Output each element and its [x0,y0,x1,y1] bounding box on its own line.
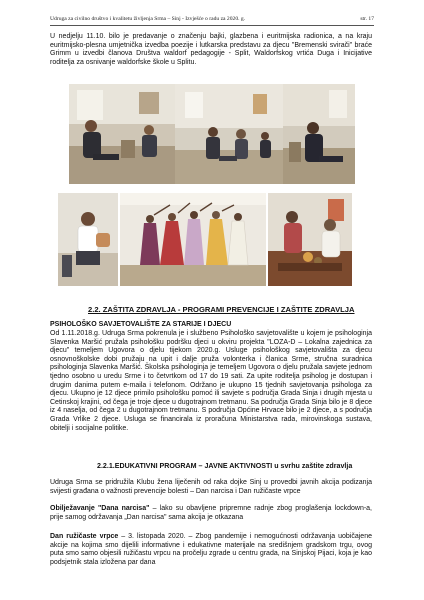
workshop-photo-1 [69,84,175,184]
educational-paragraph-3 [50,533,372,567]
section-title: 2.2. ZAŠTITA ZDRAVLJA - PROGRAMI PREVENCIJE I ZAŠTITE ZDRAVLJA [88,305,355,314]
narcissus-day-label: Obilježavanje "Dana narcisa" [50,505,150,512]
event-photo-1 [58,193,118,286]
educational-heading: 2.2.1.EDUKATIVNI PROGRAM – JAVNE AKTIVNOSTI u svrhu zaštite zdravlja [97,462,353,470]
counseling-paragraph: Od 1.11.2018.g. Udruga Srma pokrenula je i službeno Psihološko savjetovalište u kojem je psihologinja Slavenka Maršić pružala psihološku podršku djeci u okviru projekta "LOZA-D – Lokalna zajednica za djecu" temeljem Ugovora o djelu tijekom 2020.g. Usluge psihološkog savjetovališta za djecu osnovnoškolske dobi pružaju na upit i dalje pruža volonterka i članica Srme, stručna suradnica psihologinja Slavenka Maršić. Školska psihologinja je temeljem Ugovora o djelu pružala savjete jednom tjedno osobno u uredu Srme i to četvrtkom od 17 do 19 sati. Za upite roditelja psiholog je dostupan i drugim danima putem e-maila i telefonom. Održano je ukupno 15 tjednih savjetovanja psihologa za djecu. Ukupno je 12 djece primilo psihološku pomoć ili savjete s područja Grada Sinja i drugih mjesta u Cetinskoj krajini, od čega je troje djece u dugotrajnom tretmanu. Sa područja Grada Sinja bilo je 8 djece iz 4 naselja, od čega 2 u dugotrajnom tretmanu. S područja Općine Hrvace bilo je 2 djece, a s područja Grada Vrlike 2 djece. Usluga se financirala iz proračuna Ministarstva rada, mirovinskoga sustava, obitelji i socijalne politike. [50,330,372,432]
intro-paragraph: U nedjelju 11.10. bilo je predavanje o značenju bajki, glazbena i euritmijska radionica, a na kraju euritmijsko-plesna umjetnička izvedba poezije i lutkarska predstavu za djecu "Bremenski svirači" braće Grimm u izvedbi članova Društva waldorf pedagogije - Split, Waldorfskog vrtića Duga i Inicijative roditelja za osnivanje waldorfske škole u Splitu. [50,33,372,66]
event-photo-2 [120,193,266,286]
educational-paragraph-2 [50,505,372,522]
pink-ribbon-day-text: – 3. listopada 2020. – Zbog pandemije i nemogućnosti održavanja uobičajene akcije na kojima smo dijelili informativne i edukativne materijale na središnjem gradskom trgu, ovog puta smo samo objesili ružičastu vrpcu na pročelju zgrade u centru grada, na Sinjskoj Pijaci, koja je kao podsjetnik stala izložena par dana [50,533,372,566]
counseling-heading: PSIHOLOŠKO SAVJETOVALIŠTE ZA STARIJE I DJECU [50,321,232,328]
page-header [50,14,374,26]
event-photo-3 [268,193,352,286]
page-number: str. 17 [360,16,374,22]
pink-ribbon-day-label: Dan ružičaste vrpce [50,533,119,540]
narcissus-day-text: – lako su obavljene pripremne radnje zbog proglašenja lockdown-a, prije samog održavanja „Dan narcisa" sama akcija je otkazana [50,505,373,521]
educational-paragraph-1: Udruga Srma se pridružila Klubu žena liječenih od raka dojke Sinj u provedbi javnih akcija podizanja svijesti građana o važnosti prevencije bolesti – Dan narcisa i Dan ružičaste vrpce [50,479,372,495]
workshop-photo-3 [283,84,355,184]
header-title: Udruga za civilno društvo i kvalitetu življenja Srma – Sinj - Izvješće o radu za 2020. g. [50,16,246,22]
workshop-photo-2 [175,84,283,184]
